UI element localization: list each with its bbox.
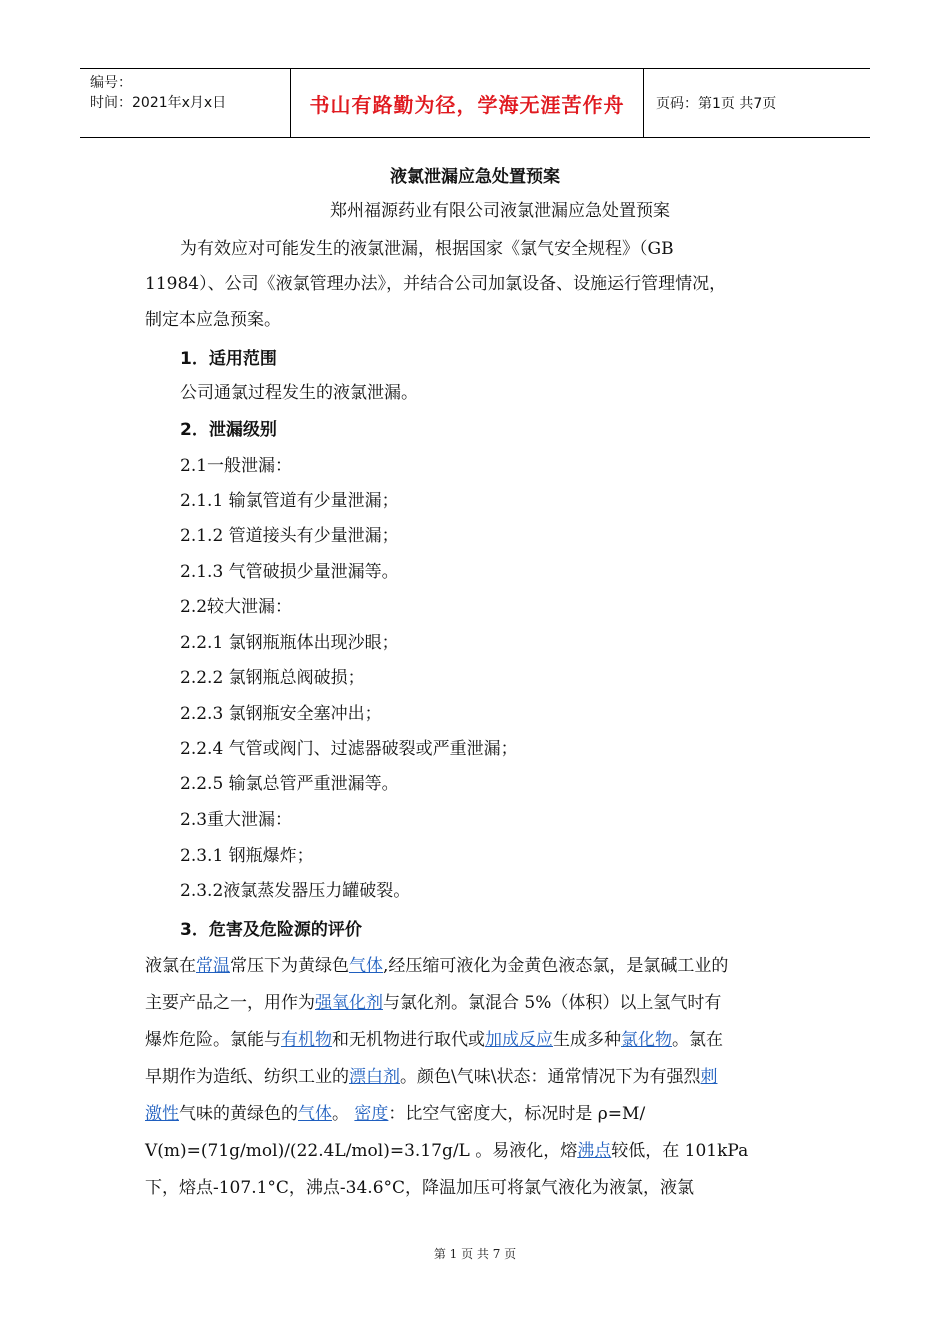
- section-3-line-4: 早期作为造纸、纺织工业的漂白剂。颜色\气味\状态：通常情况下为有强烈刺: [145, 1067, 718, 1087]
- link-changwen[interactable]: 常温: [196, 956, 230, 976]
- section-1-heading: 1．适用范围: [180, 349, 277, 369]
- number-label: 编号：: [90, 75, 132, 91]
- link-piaobaiji[interactable]: 漂白剂: [349, 1067, 400, 1087]
- section-3-line-6: V(m)=(71g/mol)/(22.4L/mol)=3.17g/L 。易液化，熔沸点较低，在 101kPa: [145, 1141, 749, 1161]
- link-youjiwu[interactable]: 有机物: [281, 1030, 332, 1050]
- page-info: 页码：第1页 共7页: [656, 96, 777, 112]
- header-table: [80, 68, 870, 138]
- list-item: 2.1.3 气管破损少量泄漏等。: [180, 562, 399, 582]
- time-label: 时间：2021年x月x日: [90, 95, 227, 111]
- section-3-line-2: 主要产品之一，用作为强氧化剂与氯化剂。氯混合 5%（体积）以上氢气时有: [145, 993, 722, 1013]
- document-title: 液氯泄漏应急处置预案: [390, 167, 560, 187]
- link-ci[interactable]: 刺: [700, 1067, 718, 1087]
- list-item: 2.2.1 氯钢瓶瓶体出现沙眼；: [180, 633, 399, 653]
- intro-line-2: 11984）、公司《液氯管理办法》，并结合公司加氯设备、设施运行管理情况，: [145, 274, 727, 294]
- link-lvhuawu[interactable]: 氯化物: [621, 1030, 672, 1050]
- list-item: 2.2.3 氯钢瓶安全塞冲出；: [180, 704, 382, 724]
- list-item: 2.2较大泄漏：: [180, 597, 293, 617]
- motto: 书山有路勤为径，学海无涯苦作舟: [291, 69, 644, 137]
- page-footer: 第 1 页 共 7 页: [433, 1247, 517, 1261]
- section-3-heading: 3．危害及危险源的评价: [180, 920, 362, 940]
- list-item: 2.2.4 气管或阀门、过滤器破裂或严重泄漏；: [180, 739, 518, 759]
- list-item: 2.1.1 输氯管道有少量泄漏；: [180, 491, 399, 511]
- header-meta: [80, 69, 291, 137]
- link-qiti[interactable]: 气体: [349, 956, 383, 976]
- section-3-line-3: 爆炸危险。氯能与有机物和无机物进行取代或加成反应生成多种氯化物。氯在: [145, 1030, 723, 1050]
- intro-line-3: 制定本应急预案。: [145, 310, 281, 330]
- section-3-line-1: 液氯在常温常压下为黄绿色气体,经压缩可液化为金黄色液态氯，是氯碱工业的: [145, 956, 729, 976]
- list-item: 2.1一般泄漏：: [180, 456, 293, 476]
- intro-line-1: 为有效应对可能发生的液氯泄漏，根据国家《氯气安全规程》（GB: [180, 239, 674, 259]
- link-feidian[interactable]: 沸点: [577, 1141, 612, 1161]
- document-subtitle: 郑州福源药业有限公司液氯泄漏应急处置预案: [330, 201, 670, 221]
- section-2-heading: 2．泄漏级别: [180, 420, 277, 440]
- link-jiachengfanying[interactable]: 加成反应: [485, 1030, 553, 1050]
- section-3-line-7: 下，熔点-107.1°C，沸点-34.6°C，降温加压可将氯气液化为液氯，液氯: [145, 1178, 695, 1198]
- section-3-line-5: 激性气味的黄绿色的气体。 密度：比空气密度大，标况时是 ρ=M/: [145, 1104, 646, 1124]
- link-qiangyanghuaji[interactable]: 强氧化剂: [315, 993, 383, 1013]
- link-midu[interactable]: 密度: [354, 1104, 389, 1124]
- list-item: 2.1.2 管道接头有少量泄漏；: [180, 526, 399, 546]
- list-item: 2.2.5 输氯总管严重泄漏等。: [180, 774, 399, 794]
- section-1-text: 公司通氯过程发生的液氯泄漏。: [180, 383, 418, 403]
- list-item: 2.2.2 氯钢瓶总阀破损；: [180, 668, 365, 688]
- list-item: 2.3.2液氯蒸发器压力罐破裂。: [180, 881, 411, 901]
- link-jixing[interactable]: 激性: [145, 1104, 179, 1124]
- list-item: 2.3重大泄漏：: [180, 810, 293, 830]
- list-item: 2.3.1 钢瓶爆炸；: [180, 846, 314, 866]
- link-qiti-2[interactable]: 气体: [298, 1104, 332, 1124]
